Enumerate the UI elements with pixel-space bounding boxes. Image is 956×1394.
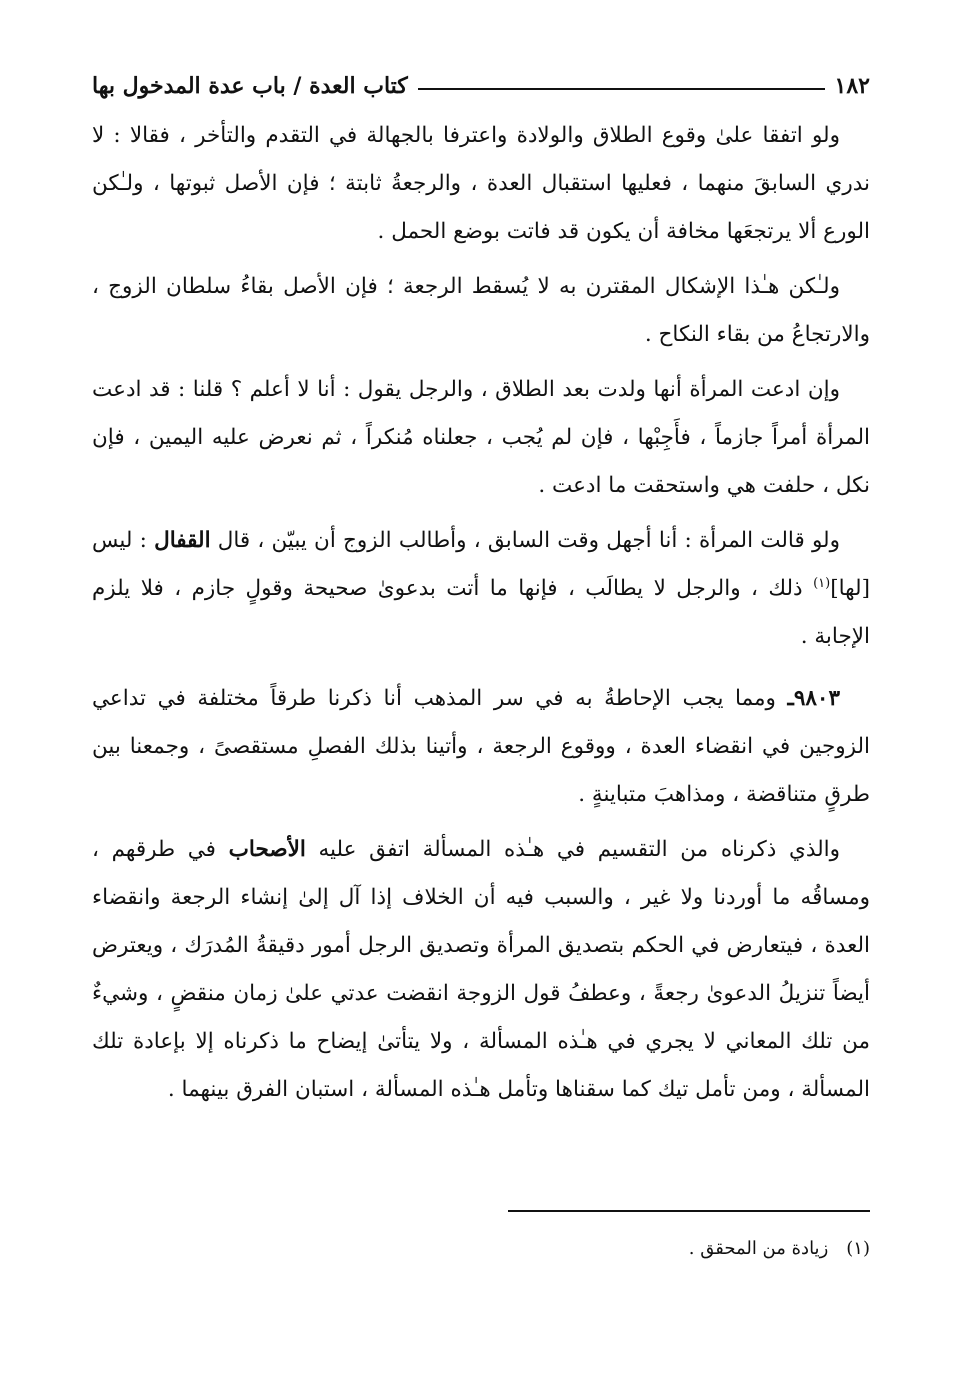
paragraph-2 (92, 263, 870, 359)
paragraph-text: ولـٰكن هـٰذا الإشكال المقترن به لا يُسقط الرجعة ؛ فإن الأصل بقاءُ سلطان الزوج ، والارتجاعُ من بقاء النكاح . (92, 274, 870, 347)
page-number: ١٨٢ (834, 73, 870, 99)
paragraph-text: ومما يجب الإحاطةُ به في سر المذهب أنا ذكرنا طرقاً مختلفة في تداعي الزوجين في انقضاء العدة ، ووقوع الرجعة ، وأتينا بذلك الفصلِ مستقصىً ، وجمعنا بين طرقٍ متناقضة ، ومذاهبَ متباينةٍ . (92, 686, 870, 807)
header-rule (418, 88, 825, 90)
paragraph-text: : ليس [لها] (92, 528, 870, 601)
term-ashab: الأصحاب (228, 837, 306, 862)
running-header (92, 60, 870, 112)
paragraph-5 (92, 675, 870, 819)
scholar-name-qaffal: القفال (154, 528, 211, 553)
paragraph-text: وإن ادعت المرأة أنها ولدت بعد الطلاق ، والرجل يقول : أنا لا أعلم ؟ قلنا : قد ادعت المرأة أمراً جازماً ، فأَجِبْها ، فإن لم يُجب ، جعلناه مُنكراً ، ثم نعرض عليه اليمين ، فإن نكل ، حلفت هي واستحقت ما ادعت . (92, 377, 870, 498)
footnote-rule (508, 1210, 870, 1212)
footnote-number: (١) (846, 1238, 870, 1259)
paragraph-text: ولو قالت المرأة : أنا أجهل وقت السابق ، وأطالب الزوج أن يبيّن ، قال (217, 528, 840, 553)
paragraph-6 (92, 826, 870, 1114)
paragraph-3 (92, 366, 870, 510)
footnote (689, 1238, 870, 1259)
paragraph-text: ذلك ، والرجل لا يطالَب ، فإنها ما أتت بدعوىٰ صحيحة وقولٍ جازم ، فلا يلزم الإجابة . (92, 576, 870, 649)
paragraph-text: ولو اتفقا علىٰ وقوع الطلاق والولادة واعترفا بالجهالة في التقدم والتأخر ، فقالا : لا ندري السابقَ منهما ، فعليها استقبال العدة ، والرجعةُ ثابتة ؛ فإن الأصل ثبوتها ، ولـٰكن الورع ألا يرتجعَها مخافة أن يكون قد فاتت بوضع الحمل . (92, 123, 870, 244)
footnote-reference: (١) (813, 575, 831, 591)
paragraph-text: والذي ذكرناه من التقسيم في هـٰذه المسألة اتفق عليه (318, 837, 841, 862)
paragraph-text: في طرقهم ، ومساقُه ما أوردنا ولا غير ، والسبب فيه أن الخلاف إذا آل إلىٰ إنشاء الرجعة وانقضاء العدة ، فيتعارض في الحكم بتصديق المرأة وتصديق الرجل أمور دقيقةُ المُدرَك ، ويعترض أيضاً تنزيلُ الدعوىٰ رجعةً ، وعطفُ قول الزوجة انقضت عدتي علىٰ زمان منقضٍ ، وشيءٌ من تلك المعاني لا يجري في هـٰذه المسألة ، ولا يتأتىٰ إيضاح ما ذكرناه إلا بإعادة تلك المسألة ، ومن تأمل تيك كما سقناها وتأمل هـٰذه المسألة ، استبان الفرق بينهما . (92, 837, 870, 1102)
book-page (92, 60, 870, 1360)
footnote-text: زيادة من المحقق . (688, 1238, 829, 1259)
paragraph-1 (92, 112, 870, 256)
chapter-title: كتاب العدة / باب عدة المدخول بها (92, 73, 408, 99)
paragraph-4 (92, 517, 870, 661)
body-text (92, 112, 870, 1114)
section-number: ٩٨٠٣ـ (787, 686, 841, 711)
